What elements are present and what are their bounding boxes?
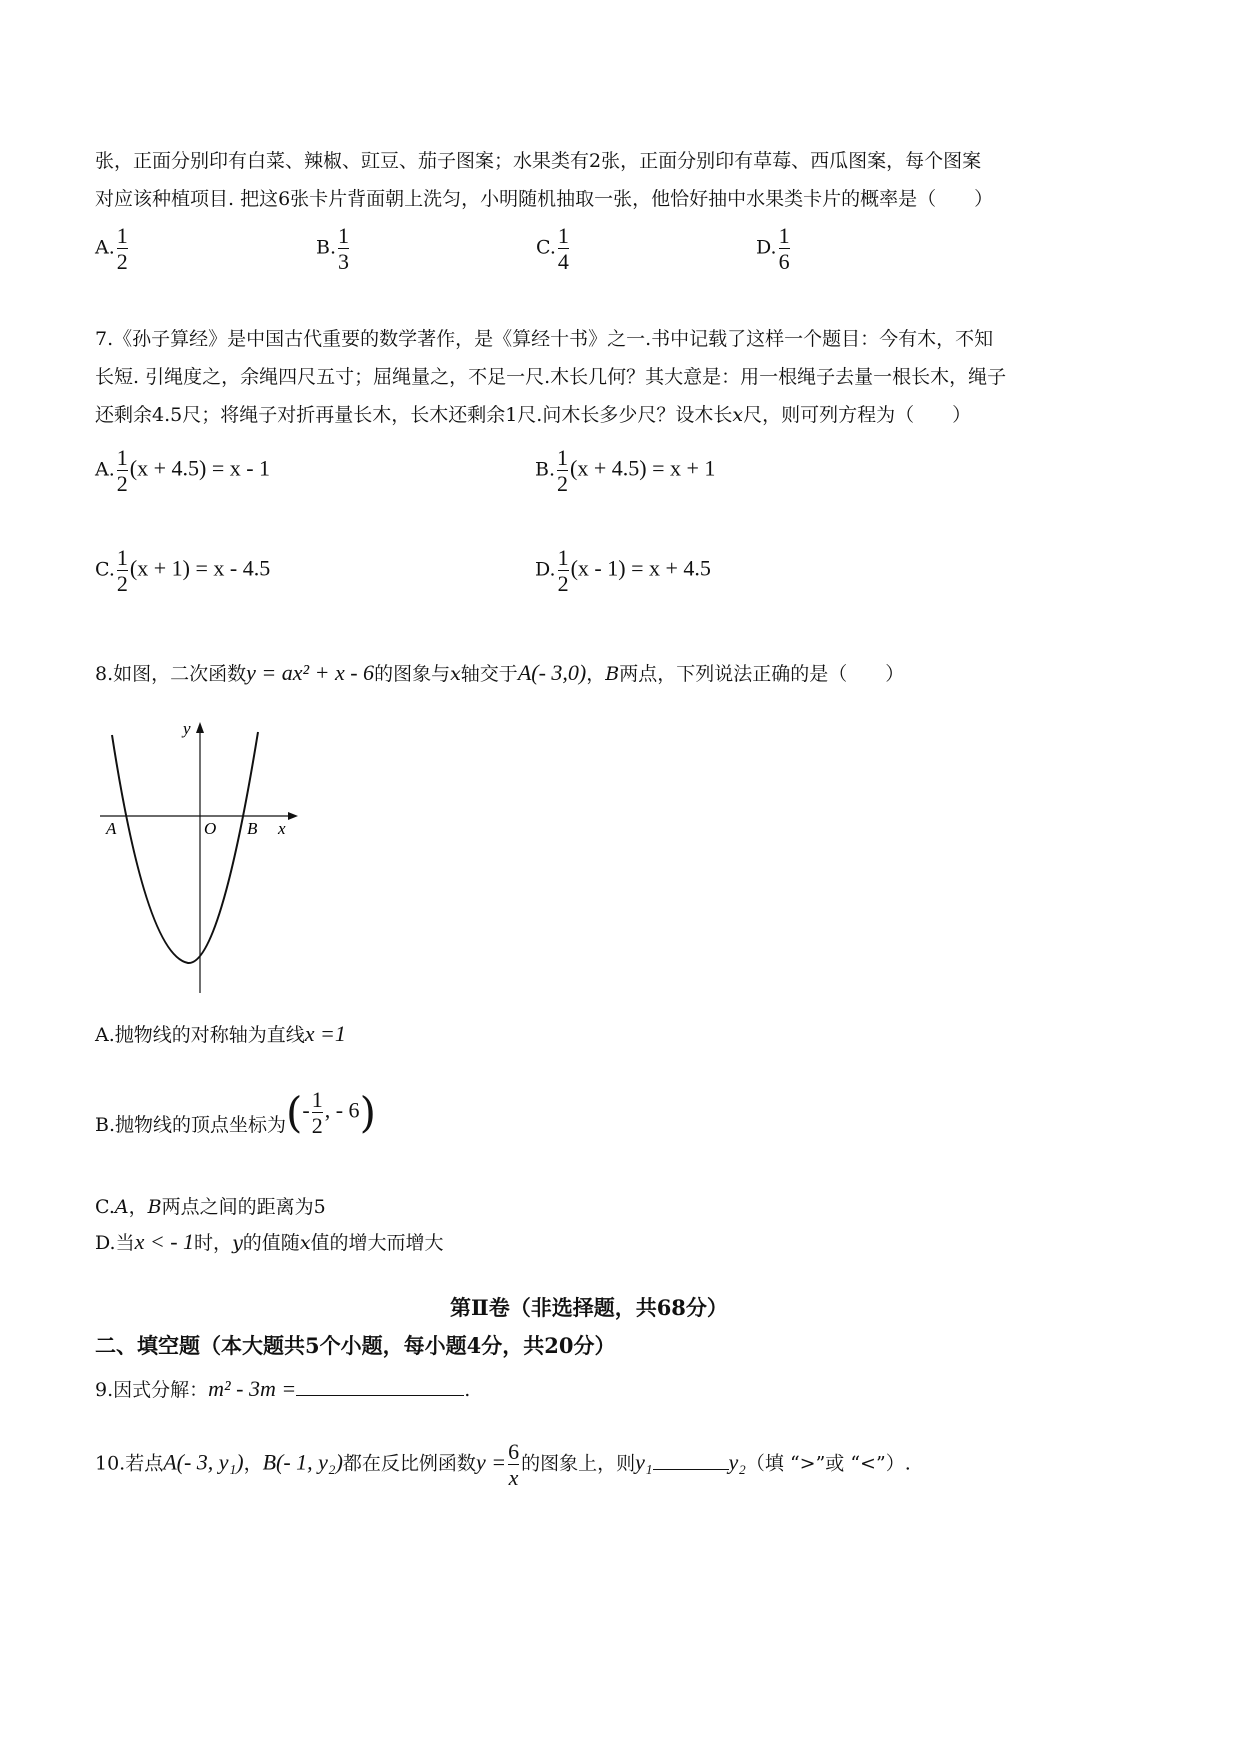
fraction: $\frac{1}{6}$	[778, 223, 790, 275]
equation: (x + 4.5) = x - 1	[129, 455, 271, 481]
fraction: $\frac{6}{x}$	[508, 1439, 520, 1491]
point-a: A(- 3,0)	[517, 660, 587, 685]
parabola-curve	[112, 732, 258, 963]
q9: 9.因式分解：m² - 3m = .	[95, 1376, 471, 1401]
section-subtitle: 二、填空题（本大题共5个小题，每小题4分，共20分）	[95, 1333, 616, 1358]
origin-label: O	[204, 819, 217, 838]
q7-text-line2: 长短. 引绳度之，余绳四尺五寸；屈绳量之，不足一尺.木长几何？其大意是：用一根绳子去量一根长木，绳子	[95, 366, 1007, 388]
option-label: A.	[95, 458, 115, 481]
fraction: $\frac{1}{2}$	[557, 445, 569, 497]
section-title: 第Ⅱ卷（非选择题，共68分）	[450, 1295, 728, 1320]
q7-option-b[interactable]	[535, 446, 715, 495]
q6-text-line1: 张，正面分别印有白菜、辣椒、豇豆、茄子图案；水果类有2张，正面分别印有草莓、西瓜图案，每个图案	[95, 150, 982, 172]
q7-text-line3: 还剩余4.5尺；将绳子对折再量长木，长木还剩余1尺.问木长多少尺？设木长x尺，则可列方程为（ ）	[95, 404, 972, 426]
q7-option-a[interactable]	[95, 446, 270, 495]
point-b-label: B	[247, 819, 258, 838]
q7-option-c[interactable]	[95, 546, 270, 595]
equation: (x + 4.5) = x + 1	[570, 455, 716, 481]
point-a-label: A	[106, 819, 117, 838]
option-label: D.	[535, 558, 556, 581]
y-axis-label: y	[183, 719, 191, 738]
fraction: $\frac{1}{4}$	[557, 223, 569, 275]
fraction: $\frac{1}{2}$	[116, 445, 128, 497]
q7-text-line1: 7.《孙子算经》是中国古代重要的数学著作，是《算经十书》之一.书中记载了这样一个题目：今有木，不知	[95, 328, 994, 350]
option-label: B.	[535, 458, 556, 481]
q8-option-b[interactable]: B.抛物线的顶点坐标为(- $\frac{1}{2}$ , - 6)	[95, 1087, 376, 1139]
q6-option-d[interactable]	[756, 224, 792, 273]
option-label: C.	[95, 558, 115, 581]
answer-blank[interactable]	[653, 1451, 729, 1470]
q8-option-c[interactable]: C.A，B两点之间的距离为5	[95, 1196, 326, 1218]
quadratic-function: y = ax² + x - 6	[246, 660, 375, 685]
equation: (x + 1) = x - 4.5	[129, 555, 271, 581]
parabola-graph	[92, 710, 312, 1000]
y-axis-arrow	[196, 722, 204, 733]
fraction: $\frac{1}{2}$	[311, 1087, 323, 1139]
answer-blank[interactable]	[296, 1377, 464, 1396]
q10: 10.若点A(- 3, y₁)，B(- 1, y₂)都在反比例函数y = $\frac{6}{x}$ 的图象上，则y₁ y₂（填 “>”或 “<”）.	[95, 1439, 911, 1491]
q6-option-b[interactable]	[316, 224, 351, 273]
option-label: C.	[536, 236, 556, 259]
q8-option-a[interactable]: A.抛物线的对称轴为直线x =1	[95, 1021, 346, 1046]
q7-option-d[interactable]	[535, 546, 711, 595]
x-axis-arrow	[288, 812, 298, 820]
option-label: A.	[95, 236, 115, 259]
q8-stem: 8.如图，二次函数y = ax² + x - 6的图象与x轴交于A(- 3,0)，B两点，下列说法正确的是（ ）	[95, 660, 905, 685]
option-label: B.	[316, 236, 337, 259]
option-label: D.	[756, 236, 777, 259]
q6-text-line2: 对应该种植项目. 把这6张卡片背面朝上洗匀，小明随机抽取一张，他恰好抽中水果类卡片的概率是（ ）	[95, 188, 994, 210]
equation: (x - 1) = x + 4.5	[570, 555, 711, 581]
fraction: $\frac{1}{2}$	[557, 545, 569, 597]
fraction: $\frac{1}{2}$	[116, 545, 128, 597]
x-axis-label: x	[278, 819, 286, 838]
q6-option-a[interactable]	[95, 224, 130, 273]
q6-option-c[interactable]	[536, 224, 571, 273]
q8-option-d[interactable]: D.当x < - 1时，y的值随x值的增大而增大	[95, 1229, 444, 1254]
fraction: $\frac{1}{3}$	[338, 223, 350, 275]
fraction: $\frac{1}{2}$	[116, 223, 128, 275]
